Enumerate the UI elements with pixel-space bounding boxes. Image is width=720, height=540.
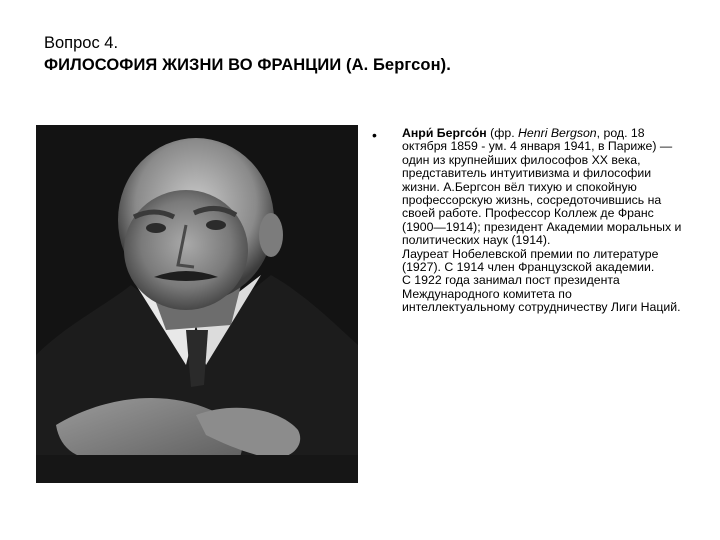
bio-league-paragraph: С 1922 года занимал пост президента Международного комитета по интеллектуальному сотрудничеству Лиги Наций. — [402, 273, 681, 315]
biography-text — [402, 127, 687, 315]
slide-header — [44, 32, 684, 76]
bio-nobel-paragraph: Лауреат Нобелевской премии по литературе (1927). С 1914 член Французской академии. — [402, 246, 659, 275]
slide-title: ФИЛОСОФИЯ ЖИЗНИ ВО ФРАНЦИИ (А. Бергсон). — [44, 56, 451, 74]
bullet-marker: • — [372, 127, 377, 143]
portrait-illustration — [36, 125, 358, 483]
latin-name: Henri Bergson — [518, 126, 597, 140]
question-number: Вопрос 4. — [44, 34, 119, 52]
person-name: Анри́ Бергсо́н — [402, 126, 487, 140]
portrait-photo — [36, 125, 358, 483]
bio-intro-paragraph — [402, 127, 687, 248]
bio-intro-text: , род. 18 октября 1859 - ум. 4 января 1941, в Париже) — один из крупнейших философов XX века, представитель интуитивизма и философии жизни. А.Бергсон вёл тихую и спокойную профессорскую жизнь, сосредоточившись на своей работе. Профессор Коллеж де Франс (1900—1914); президент Академии моральных и политических наук (1914). — [402, 126, 682, 248]
name-open-paren: (фр. — [486, 126, 519, 140]
